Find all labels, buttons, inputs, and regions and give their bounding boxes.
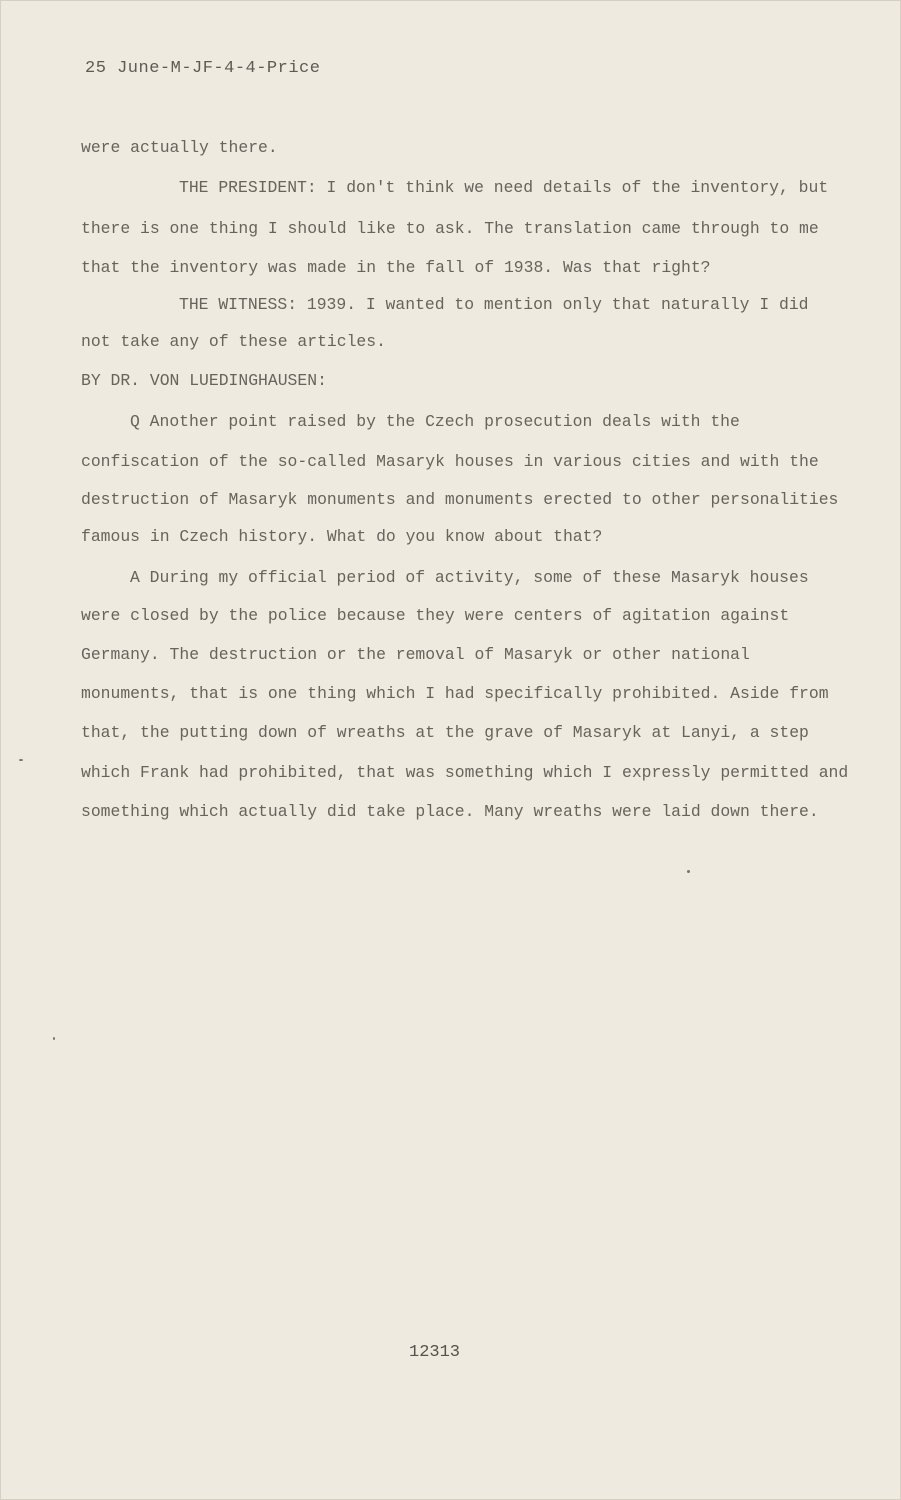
text-line: Q Another point raised by the Czech prosecution deals with the xyxy=(130,412,740,431)
text-line: that the inventory was made in the fall of 1938. Was that right? xyxy=(81,258,711,277)
text-line: were actually there. xyxy=(81,138,278,157)
text-line: THE PRESIDENT: I don't think we need details of the inventory, but xyxy=(179,178,829,197)
text-line: confiscation of the so-called Masaryk houses in various cities and with the xyxy=(81,452,819,471)
paper-speck xyxy=(53,1037,55,1040)
text-line: something which actually did take place. Many wreaths were laid down there. xyxy=(81,802,819,821)
paper-speck xyxy=(19,759,23,761)
page-number: 12313 xyxy=(409,1343,461,1362)
text-line: were closed by the police because they were centers of agitation against xyxy=(81,606,790,625)
text-line: not take any of these articles. xyxy=(81,332,386,351)
text-line: THE WITNESS: 1939. I wanted to mention only that naturally I did xyxy=(179,295,809,314)
text-line: destruction of Masaryk monuments and monuments erected to other personalities xyxy=(81,490,839,509)
text-line: Germany. The destruction or the removal of Masaryk or other national xyxy=(81,645,750,664)
text-line: there is one thing I should like to ask. The translation came through to me xyxy=(81,219,819,238)
text-line: which Frank had prohibited, that was something which I expressly permitted and xyxy=(81,763,849,782)
text-line: famous in Czech history. What do you know about that? xyxy=(81,527,603,546)
paper-speck xyxy=(687,870,690,873)
text-line: that, the putting down of wreaths at the grave of Masaryk at Lanyi, a step xyxy=(81,723,809,742)
page-header: 25 June-M-JF-4-4-Price xyxy=(85,59,321,78)
text-line: monuments, that is one thing which I had specifically prohibited. Aside from xyxy=(81,684,829,703)
text-line: A During my official period of activity, some of these Masaryk houses xyxy=(130,568,809,587)
speaker-heading: BY DR. VON LUEDINGHAUSEN: xyxy=(81,371,327,390)
